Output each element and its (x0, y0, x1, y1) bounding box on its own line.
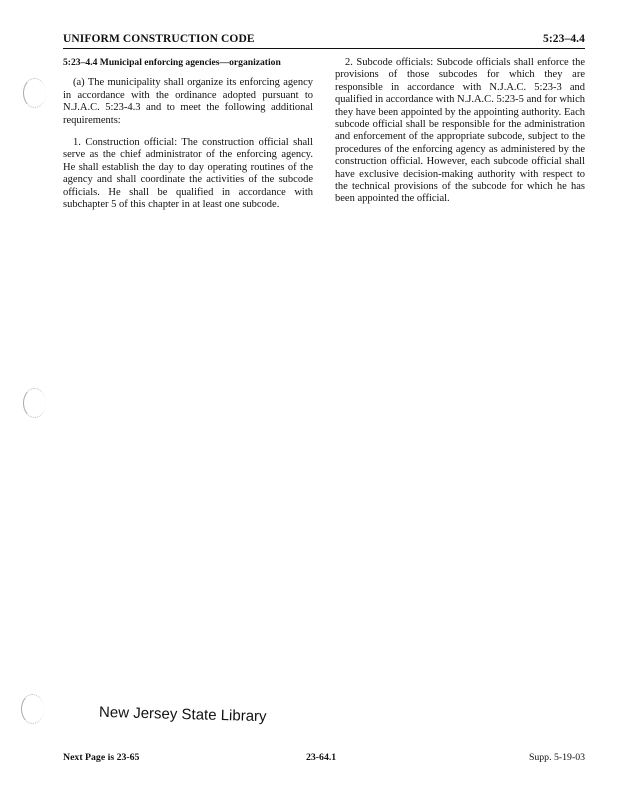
next-page-note: Next Page is 23-65 (63, 752, 140, 763)
section-heading: 5:23–4.4 Municipal enforcing agencies—organization (63, 57, 281, 68)
header-section-number: 5:23–4.4 (542, 33, 585, 45)
running-header (63, 33, 585, 47)
binder-hole-mark (23, 388, 46, 418)
header-rule (63, 48, 585, 49)
running-footer (63, 752, 585, 766)
binder-hole-mark (23, 78, 46, 108)
paragraph-1: 1. Construction official: The construction official shall serve as the chief administrator of the enforcing agency. He shall establish the day to day operating routines of the agency and shall coordinate the activities of the subcode officials. He shall be qualified in accordance with subchapter 5 of this chapter in at least one subcode. (63, 137, 313, 211)
paragraph-a: (a) The municipality shall organize its enforcing agency in accordance with the ordinance adopted pursuant to N.J.A.C. 5:23-4.3 and to meet the following additional requirements: (63, 77, 313, 126)
left-column (63, 57, 313, 221)
header-title: UNIFORM CONSTRUCTION CODE (63, 33, 255, 45)
binder-hole-mark (21, 694, 44, 724)
page-number: 23-64.1 (306, 752, 337, 763)
right-column (335, 57, 585, 216)
supplement-date: Supp. 5-19-03 (528, 752, 585, 763)
library-stamp: New Jersey State Library (98, 703, 267, 726)
paragraph-2: 2. Subcode officials: Subcode officials shall enforce the provisions of those subcodes for which they are responsible in accordance with N.J.A.C. 5:23-3 and qualified in accordance with N.J.A.C. 5:23-5 and for which they have been appointed by the appointing authority. Each subcode official shall be responsible for the administration and enforcement of the appropriate subcode, subject to the procedures of the enforcing agency as administered by the construction official. However, each subcode official shall have exclusive decision-making authority with respect to the technical provisions of the subcode for which he has been appointed the official. (335, 57, 585, 205)
